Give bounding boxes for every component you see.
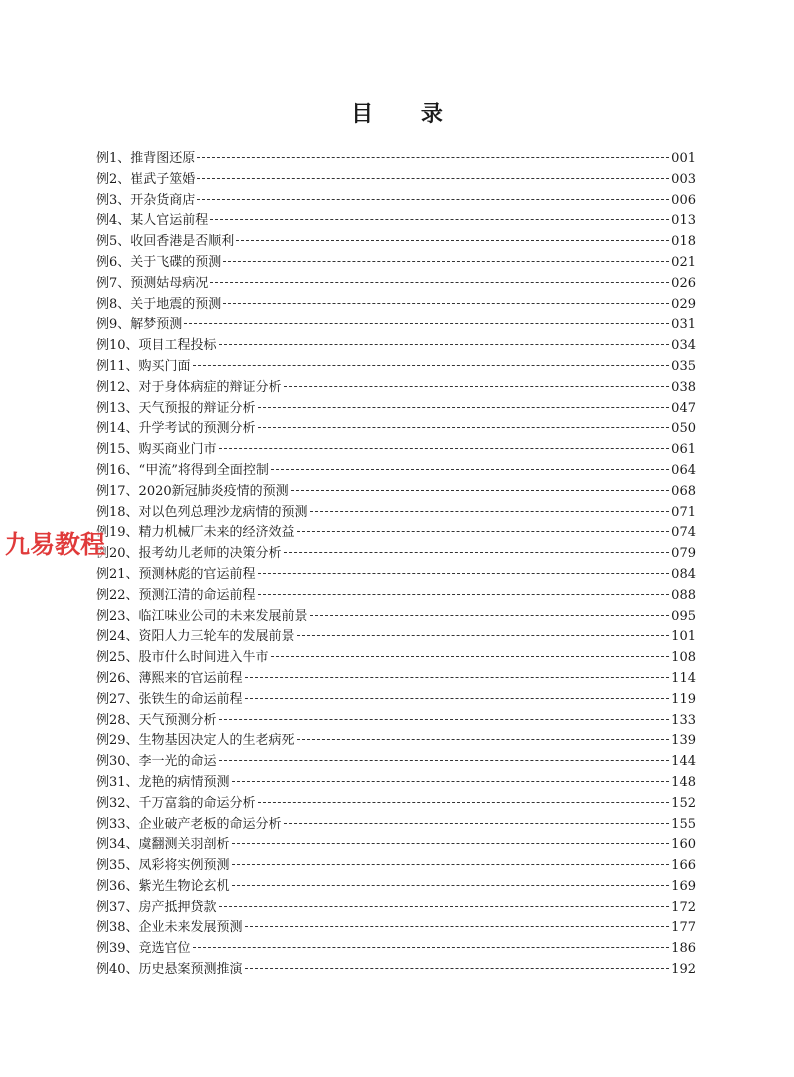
toc-entry-page-number: 139 bbox=[671, 733, 696, 749]
toc-entry-page-number: 001 bbox=[671, 151, 696, 166]
dash-leader bbox=[291, 489, 670, 491]
toc-entry-page-number: 088 bbox=[671, 587, 696, 603]
toc-entry-page-number: 095 bbox=[671, 608, 696, 624]
toc-entry-label: 例40、历史悬案预测推演 bbox=[96, 962, 243, 978]
table-of-contents bbox=[96, 149, 696, 981]
toc-entry-label: 例15、购买商业门市 bbox=[96, 442, 217, 458]
dash-leader bbox=[258, 572, 670, 574]
toc-entry-page-number: 029 bbox=[671, 296, 696, 312]
toc-entry[interactable] bbox=[96, 939, 696, 960]
toc-entry-page-number: 018 bbox=[671, 234, 696, 250]
toc-entry-label: 例6、关于飞碟的预测 bbox=[96, 254, 222, 270]
toc-entry-label: 例37、房产抵押贷款 bbox=[96, 899, 217, 915]
dash-leader bbox=[310, 510, 670, 512]
toc-entry-label: 例26、薄熙来的官运前程 bbox=[96, 670, 243, 686]
toc-entry[interactable] bbox=[96, 191, 696, 212]
toc-entry-label: 例36、紫光生物论玄机 bbox=[96, 878, 230, 894]
dash-leader bbox=[284, 822, 670, 824]
toc-entry-page-number: 101 bbox=[671, 629, 696, 645]
toc-entry-page-number: 003 bbox=[671, 171, 696, 187]
toc-entry[interactable] bbox=[96, 586, 696, 607]
toc-entry-page-number: 119 bbox=[671, 691, 696, 707]
toc-entry-label: 例27、张铁生的命运前程 bbox=[96, 691, 243, 707]
dash-leader bbox=[219, 343, 670, 345]
toc-entry[interactable] bbox=[96, 170, 696, 191]
toc-entry-label: 例5、收回香港是否顺利 bbox=[96, 234, 235, 250]
toc-entry-label: 例38、企业未来发展预测 bbox=[96, 920, 243, 936]
toc-entry-page-number: 114 bbox=[671, 670, 696, 686]
dash-leader bbox=[245, 967, 670, 969]
toc-entry-label: 例17、2020新冠肺炎疫情的预测 bbox=[96, 483, 289, 499]
toc-entry-label: 例25、股市什么时间进入牛市 bbox=[96, 650, 269, 666]
dash-leader bbox=[232, 780, 670, 782]
dash-leader bbox=[245, 925, 670, 927]
toc-entry-page-number: 172 bbox=[671, 899, 696, 915]
dash-leader bbox=[245, 676, 670, 678]
toc-entry-label: 例14、升学考试的预测分析 bbox=[96, 421, 256, 437]
toc-entry-page-number: 160 bbox=[671, 837, 696, 853]
dash-leader bbox=[219, 447, 670, 449]
dash-leader bbox=[310, 614, 670, 616]
toc-entry[interactable] bbox=[96, 856, 696, 877]
toc-entry-page-number: 074 bbox=[671, 525, 696, 541]
toc-entry-label: 例39、竞选官位 bbox=[96, 941, 191, 957]
toc-entry-page-number: 144 bbox=[671, 754, 696, 770]
page-title: 目 录 bbox=[351, 102, 463, 127]
toc-entry[interactable] bbox=[96, 399, 696, 420]
toc-entry[interactable] bbox=[96, 232, 696, 253]
toc-entry-page-number: 079 bbox=[671, 546, 696, 562]
dash-leader bbox=[297, 530, 670, 532]
toc-entry[interactable] bbox=[96, 315, 696, 336]
toc-entry-page-number: 108 bbox=[671, 650, 696, 666]
toc-entry-page-number: 155 bbox=[671, 816, 696, 832]
dash-leader bbox=[197, 156, 669, 158]
toc-entry-page-number: 192 bbox=[671, 962, 696, 978]
toc-entry-label: 例23、临江味业公司的未来发展前景 bbox=[96, 608, 308, 624]
toc-entry-label: 例11、购买门面 bbox=[96, 358, 191, 374]
toc-entry[interactable] bbox=[96, 918, 696, 939]
toc-entry-label: 例32、千万富翁的命运分析 bbox=[96, 795, 256, 811]
dash-leader bbox=[258, 801, 670, 803]
toc-entry-label: 例13、天气预报的辩证分析 bbox=[96, 400, 256, 416]
toc-entry[interactable] bbox=[96, 877, 696, 898]
toc-entry-page-number: 050 bbox=[671, 421, 696, 437]
toc-entry[interactable] bbox=[96, 149, 696, 170]
toc-entry-label: 例19、精力机械厂未来的经济效益 bbox=[96, 525, 295, 541]
toc-entry-label: 例7、预测姑母病况 bbox=[96, 275, 209, 291]
dash-leader bbox=[258, 406, 670, 408]
dash-leader bbox=[223, 260, 669, 262]
toc-entry[interactable] bbox=[96, 669, 696, 690]
toc-entry[interactable] bbox=[96, 440, 696, 461]
toc-entry-label: 例33、企业破产老板的命运分析 bbox=[96, 816, 282, 832]
toc-entry-label: 例16、“甲流”将得到全面控制 bbox=[96, 462, 269, 478]
toc-entry[interactable] bbox=[96, 544, 696, 565]
toc-entry-page-number: 071 bbox=[671, 504, 696, 520]
dash-leader bbox=[271, 468, 669, 470]
toc-entry[interactable] bbox=[96, 607, 696, 628]
toc-entry-page-number: 133 bbox=[671, 712, 696, 728]
toc-entry[interactable] bbox=[96, 503, 696, 524]
dash-leader bbox=[219, 759, 670, 761]
toc-entry-page-number: 152 bbox=[671, 795, 696, 811]
dash-leader bbox=[284, 385, 670, 387]
toc-entry-label: 例2、崔武子筮婚 bbox=[96, 171, 196, 187]
toc-entry-label: 例35、凤彩将实例预测 bbox=[96, 858, 230, 874]
toc-entry-page-number: 021 bbox=[671, 254, 696, 270]
dash-leader bbox=[223, 302, 669, 304]
toc-entry[interactable] bbox=[96, 648, 696, 669]
toc-entry-label: 例9、解梦预测 bbox=[96, 317, 183, 333]
dash-leader bbox=[219, 905, 670, 907]
toc-entry-label: 例10、项目工程投标 bbox=[96, 338, 217, 354]
toc-entry-page-number: 064 bbox=[671, 462, 696, 478]
toc-entry-page-number: 169 bbox=[671, 878, 696, 894]
toc-entry[interactable] bbox=[96, 419, 696, 440]
toc-entry[interactable] bbox=[96, 357, 696, 378]
dash-leader bbox=[197, 198, 669, 200]
toc-entry-label: 例8、关于地震的预测 bbox=[96, 296, 222, 312]
toc-entry[interactable] bbox=[96, 731, 696, 752]
toc-entry-label: 例31、龙艳的病情预测 bbox=[96, 774, 230, 790]
toc-entry-page-number: 061 bbox=[671, 442, 696, 458]
dash-leader bbox=[236, 239, 669, 241]
toc-entry[interactable] bbox=[96, 711, 696, 732]
dash-leader bbox=[219, 718, 670, 720]
toc-entry[interactable] bbox=[96, 295, 696, 316]
toc-entry[interactable] bbox=[96, 274, 696, 295]
toc-entry[interactable] bbox=[96, 378, 696, 399]
dash-leader bbox=[232, 842, 670, 844]
toc-entry[interactable] bbox=[96, 815, 696, 836]
toc-entry-page-number: 068 bbox=[671, 483, 696, 499]
toc-entry-label: 例29、生物基因决定人的生老病死 bbox=[96, 733, 295, 749]
toc-entry[interactable] bbox=[96, 253, 696, 274]
toc-entry-page-number: 026 bbox=[671, 275, 696, 291]
toc-entry[interactable] bbox=[96, 336, 696, 357]
dash-leader bbox=[210, 281, 669, 283]
toc-entry-page-number: 047 bbox=[671, 400, 696, 416]
toc-entry-page-number: 148 bbox=[671, 774, 696, 790]
toc-entry[interactable] bbox=[96, 690, 696, 711]
toc-entry-page-number: 186 bbox=[671, 941, 696, 957]
toc-entry[interactable] bbox=[96, 794, 696, 815]
toc-entry-page-number: 177 bbox=[671, 920, 696, 936]
toc-entry-label: 例4、某人官运前程 bbox=[96, 213, 209, 229]
dash-leader bbox=[193, 946, 670, 948]
toc-entry[interactable] bbox=[96, 773, 696, 794]
toc-entry[interactable] bbox=[96, 565, 696, 586]
toc-entry-page-number: 084 bbox=[671, 566, 696, 582]
toc-entry-label: 例18、对以色列总理沙龙病情的预测 bbox=[96, 504, 308, 520]
toc-entry-page-number: 166 bbox=[671, 858, 696, 874]
toc-entry-label: 例1、推背图还原 bbox=[96, 151, 196, 166]
toc-entry-label: 例3、开杂货商店 bbox=[96, 192, 196, 208]
dash-leader bbox=[297, 634, 670, 636]
toc-entry-page-number: 006 bbox=[671, 192, 696, 208]
dash-leader bbox=[193, 364, 670, 366]
dash-leader bbox=[232, 884, 670, 886]
dash-leader bbox=[245, 697, 670, 699]
toc-entry-label: 例22、预测江清的命运前程 bbox=[96, 587, 256, 603]
toc-entry-label: 例21、预测林彪的官运前程 bbox=[96, 566, 256, 582]
dash-leader bbox=[297, 738, 670, 740]
dash-leader bbox=[197, 177, 669, 179]
dash-leader bbox=[258, 593, 670, 595]
dash-leader bbox=[210, 218, 669, 220]
toc-entry[interactable] bbox=[96, 835, 696, 856]
dash-leader bbox=[284, 551, 670, 553]
toc-entry-page-number: 013 bbox=[671, 213, 696, 229]
toc-entry[interactable] bbox=[96, 752, 696, 773]
toc-entry[interactable] bbox=[96, 211, 696, 232]
toc-entry-label: 例24、资阳人力三轮车的发展前景 bbox=[96, 629, 295, 645]
toc-entry[interactable] bbox=[96, 523, 696, 544]
watermark: 九易教程 bbox=[5, 530, 106, 559]
toc-entry[interactable] bbox=[96, 898, 696, 919]
toc-entry-page-number: 034 bbox=[671, 338, 696, 354]
toc-entry-label: 例34、虞翻测关羽剖析 bbox=[96, 837, 230, 853]
toc-entry-label: 例28、天气预测分析 bbox=[96, 712, 217, 728]
toc-entry-page-number: 035 bbox=[671, 358, 696, 374]
toc-entry-page-number: 031 bbox=[671, 317, 696, 333]
toc-entry[interactable] bbox=[96, 482, 696, 503]
dash-leader bbox=[184, 322, 669, 324]
toc-entry-label: 例12、对于身体病症的辩证分析 bbox=[96, 379, 282, 395]
toc-entry-label: 例20、报考幼儿老师的决策分析 bbox=[96, 546, 282, 562]
dash-leader bbox=[271, 655, 670, 657]
toc-entry-page-number: 038 bbox=[671, 379, 696, 395]
dash-leader bbox=[232, 863, 670, 865]
toc-entry[interactable] bbox=[96, 461, 696, 482]
dash-leader bbox=[258, 426, 670, 428]
toc-entry[interactable] bbox=[96, 960, 696, 981]
toc-entry-label: 例30、李一光的命运 bbox=[96, 754, 217, 770]
toc-entry[interactable] bbox=[96, 627, 696, 648]
